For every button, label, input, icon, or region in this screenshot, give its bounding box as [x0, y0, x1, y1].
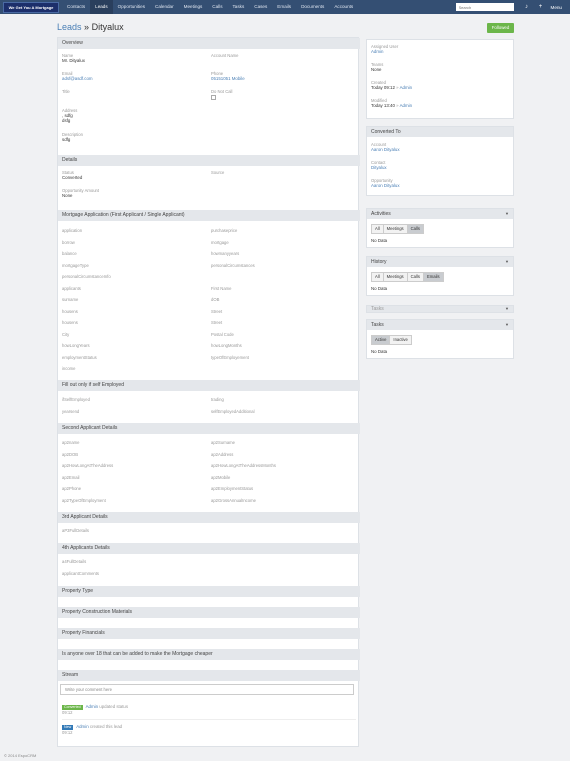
self-employed-right-label: selfEmployedAdditional [211, 408, 255, 414]
name-label: Name [62, 53, 74, 58]
status-label: Status [62, 170, 74, 175]
do-not-call-checkbox [211, 95, 216, 100]
converted-contact-field [371, 160, 387, 170]
caret-down-icon[interactable]: ▼ [505, 259, 509, 264]
stream-text-1: updated status [99, 704, 129, 709]
activities-calls-button[interactable]: Calls [407, 224, 424, 234]
status-field [62, 170, 82, 180]
title-label: Title [62, 89, 70, 94]
second-applicant-left-label: ap2TypeOfEmployment [62, 497, 106, 503]
activities-header[interactable] [367, 209, 513, 219]
second-applicant-left-field [62, 486, 81, 491]
opp-amount-value: None [62, 193, 73, 198]
address-field [62, 108, 77, 123]
tasks-inactive-button[interactable]: Inactive [389, 335, 411, 345]
mortgage-right-label: howLongMonths [211, 343, 242, 348]
page-title [57, 22, 124, 32]
mortgage-left-label: employmentStatus [62, 354, 97, 360]
mortgage-left-field [62, 228, 82, 233]
nav-tabs [62, 0, 358, 14]
second-applicant-left-field [62, 463, 113, 468]
mortgage-left-label: income [62, 366, 76, 371]
account-name-label: Account Name [211, 53, 239, 58]
plus-icon[interactable]: + [538, 4, 543, 10]
source-field [211, 170, 224, 175]
mortgage-left-field [62, 297, 78, 302]
bell-icon[interactable]: ♪ [525, 4, 528, 10]
third-applicant-header: 3rd Applicant Details [58, 512, 360, 523]
address-label: Address [62, 108, 78, 113]
phone-value[interactable]: 05151051 Mobile [211, 76, 245, 81]
tasks-empty: No Data [371, 349, 388, 354]
caret-down-icon[interactable]: ▼ [505, 322, 509, 327]
email-label: Email [62, 71, 73, 76]
nav-tab-tasks[interactable]: Tasks [232, 4, 245, 9]
history-all-button[interactable]: All [371, 272, 384, 282]
caret-down-icon[interactable]: ▼ [505, 211, 509, 216]
stream-divider [62, 719, 356, 720]
mortgage-left-field [62, 309, 78, 314]
mortgage-left-field [62, 320, 78, 325]
created-label: Created [371, 80, 386, 85]
second-applicant-right-field [211, 486, 253, 491]
assigned-user-label: Assigned User [371, 44, 399, 49]
second-applicant-right-label: ap2GrossAnnualIncome [211, 497, 256, 503]
tasks-title: Tasks [371, 322, 384, 328]
mortgage-left-label: borrow [62, 239, 75, 245]
name-field [62, 53, 85, 63]
second-applicant-right-label: ap2Address [211, 451, 234, 457]
breadcrumb-leads[interactable]: Leads [57, 22, 82, 32]
mortgage-right-field [211, 297, 219, 302]
title-field [62, 89, 70, 94]
second-applicant-left-field [62, 498, 106, 503]
converted-opportunity-value[interactable]: Aaron Dityalux [371, 183, 400, 188]
modified-separator: » [396, 103, 399, 108]
mortgage-right-field [211, 309, 222, 314]
second-applicant-left-field [62, 475, 79, 480]
history-emails-button[interactable]: Emails [423, 272, 444, 282]
fourth-applicant-field-1 [62, 559, 86, 564]
stream-time-2: 09:12 [62, 730, 73, 735]
self-employed-header: Fill out only if self Employed [58, 380, 360, 391]
mortgage-right-field [211, 228, 237, 233]
over-18-header: Is anyone over 18 that can be added to make the Mortgage cheaper [58, 649, 360, 660]
mortgage-left-field [62, 366, 76, 371]
second-applicant-right-label: ap2Surname [211, 440, 235, 445]
second-applicant-right-label: ap2Mobile [211, 474, 231, 480]
account-name-field [211, 53, 238, 58]
top-navbar [0, 0, 570, 14]
mortgage-left-label: application [62, 228, 83, 233]
mortgage-left-field [62, 263, 89, 268]
stream-user-2[interactable]: Admin [76, 724, 89, 729]
mortgage-right-field [211, 286, 231, 291]
name-value: Mr. Dityalux [62, 58, 85, 63]
history-empty: No Data [371, 286, 388, 291]
nav-tab-accounts[interactable]: Accounts [334, 4, 354, 9]
status-badge-new: New [64, 725, 72, 729]
second-applicant-left-label: ap2Email [62, 474, 80, 480]
mortgage-right-label: Postal Code [211, 331, 234, 337]
mortgage-right-label: mortgage [211, 239, 229, 245]
mortgage-right-label: personalCircumstances [211, 262, 255, 268]
converted-to-header: Converted To [367, 127, 513, 137]
stream-entry-1 [62, 704, 128, 715]
nav-tab-emails[interactable]: Emails [277, 4, 292, 9]
history-calls-button[interactable]: Calls [407, 272, 424, 282]
stream-text-2: created this lead [89, 724, 123, 729]
converted-opportunity-label: Opportunity [371, 178, 393, 183]
nav-tab-cases[interactable]: Cases [254, 4, 268, 9]
footer-copyright: © 2014 EspoCRM [4, 753, 37, 758]
side-info-panel [366, 39, 514, 119]
self-employed-left-label: yearsend [62, 408, 80, 414]
phone-label: Phone [211, 71, 224, 76]
tasks-collapsed-header[interactable] [367, 306, 513, 313]
mortgage-left-field [62, 343, 90, 348]
second-applicant-left-field [62, 452, 78, 457]
history-filter [371, 272, 443, 282]
nav-tab-calls[interactable]: Calls [212, 4, 223, 9]
second-applicant-left-field [62, 440, 79, 445]
mortgage-left-field [62, 274, 111, 279]
details-header: Details [58, 155, 360, 166]
nav-tab-documents[interactable]: Documents [301, 4, 325, 9]
second-applicant-right-field [211, 475, 230, 480]
mortgage-left-label: howLongYears [62, 343, 90, 348]
email-field [62, 71, 93, 81]
tasks-active-button[interactable]: Active [371, 335, 390, 345]
property-financials-header: Property Financials [58, 628, 360, 639]
mortgage-left-field [62, 251, 77, 256]
created-separator: » [396, 85, 399, 90]
tasks-filter [371, 335, 411, 345]
mortgage-left-label: mortgageType [62, 262, 89, 268]
stream-entry-2 [62, 724, 122, 735]
description-value: sdfg [62, 137, 71, 142]
activities-empty: No Data [371, 238, 388, 243]
activities-panel [366, 208, 514, 248]
tasks-header[interactable] [367, 320, 513, 330]
address-line2: dsfg [62, 118, 71, 123]
self-employed-left-field [62, 397, 90, 402]
nav-tab-calendar[interactable]: Calendar [155, 4, 174, 9]
nav-tab-opportunities[interactable]: Opportunities [117, 4, 145, 9]
history-meetings-button[interactable]: Meetings [383, 272, 408, 282]
mortgage-left-label: applicants [62, 285, 81, 291]
property-construction-header: Property Construction Materials [58, 607, 360, 618]
converted-account-value[interactable]: Aaron Dityalux [371, 147, 400, 152]
converted-contact-value[interactable]: Dityalux [371, 165, 387, 170]
fourth-applicant-field-2 [62, 571, 99, 576]
converted-account-label: Account [371, 142, 387, 147]
assigned-user-field [371, 44, 398, 54]
mortgage-right-label: First Name [211, 285, 232, 291]
mortgage-right-label: Street [211, 308, 223, 314]
mortgage-right-label: purchaseprice [211, 228, 238, 233]
second-applicant-left-label: ap2Phone [62, 486, 82, 491]
mortgage-left-label: balance [62, 251, 77, 256]
mortgage-right-field [211, 263, 255, 268]
overview-header: Overview [58, 38, 360, 49]
created-by[interactable]: Admin [399, 85, 413, 90]
tasks-panel [366, 319, 514, 359]
teams-value: None [371, 67, 382, 72]
mortgage-left-label: City [62, 331, 70, 337]
assigned-user-value[interactable]: Admin [371, 49, 384, 54]
modified-by[interactable]: Admin [399, 103, 413, 108]
nav-tab-contacts[interactable]: Contacts [67, 4, 86, 9]
mortgage-header: Mortgage Application (First Applicant / Single Applicant) [58, 210, 360, 221]
stream-comment-input[interactable]: Write your comment here [60, 684, 354, 695]
mortgage-left-field [62, 332, 69, 337]
mortgage-left-label: housens [62, 320, 78, 325]
self-employed-left-field [62, 409, 79, 414]
breadcrumb-separator: » [84, 22, 90, 32]
followed-button[interactable]: Followed [487, 23, 514, 33]
source-label: Source [211, 170, 225, 175]
activities-title: Activities [371, 211, 391, 217]
modified-field [371, 98, 412, 108]
mortgage-left-label: surname [62, 297, 79, 302]
mortgage-right-label: Street [211, 320, 223, 325]
history-panel [366, 256, 514, 296]
third-applicant-field [62, 528, 89, 533]
mortgage-left-label: housens [62, 308, 78, 314]
self-employed-left-label: ifSelfEmployed [62, 397, 90, 402]
email-value[interactable]: adsf@asdf.com [62, 76, 93, 81]
mortgage-left-label: personalCircumstanceInfo [62, 274, 111, 279]
fourth-applicant-header: 4th Applicants Details [58, 543, 360, 554]
teams-label: Teams [371, 62, 384, 67]
activities-filter [371, 224, 423, 234]
status-badge-converted: Converted [64, 705, 81, 709]
mortgage-left-field [62, 286, 81, 291]
second-applicant-left-label: ap2name [62, 440, 80, 445]
caret-down-icon[interactable]: ▼ [505, 306, 509, 311]
activities-all-button[interactable]: All [371, 224, 384, 234]
second-applicant-right-field [211, 440, 235, 445]
description-field [62, 132, 83, 142]
second-applicant-left-label: ap2HowLongAtTheAddress [62, 463, 114, 468]
mortgage-right-field [211, 251, 239, 256]
phone-field [211, 71, 245, 81]
created-value: Today 09:12 [371, 85, 395, 90]
activities-meetings-button[interactable]: Meetings [383, 224, 408, 234]
do-not-call-field [211, 89, 232, 100]
main-panel [57, 37, 359, 747]
do-not-call-label: Do Not Call [211, 89, 233, 94]
nav-tab-meetings[interactable]: Meetings [183, 4, 203, 9]
fourth-applicant-label-1: a4FullDetails [62, 559, 87, 564]
stream-time-1: 09:12 [62, 710, 73, 715]
opp-amount-label: Opportunity Amount [62, 188, 100, 193]
second-applicant-right-field [211, 463, 276, 468]
third-applicant-label: aP3FullDetails [62, 528, 89, 533]
nav-tab-leads[interactable]: Leads [90, 0, 113, 14]
history-title: History [371, 259, 387, 265]
created-field [371, 80, 412, 90]
address-line1: , sdfg [62, 113, 73, 118]
mortgage-right-field [211, 240, 229, 245]
property-type-header: Property Type [58, 586, 360, 597]
converted-account-field [371, 142, 400, 152]
converted-to-panel [366, 126, 514, 196]
second-applicant-header: Second Applicant Details [58, 423, 360, 434]
tasks-collapsed-title: Tasks [371, 306, 384, 312]
second-applicant-right-label: ap2EmploymentStatus [211, 486, 254, 491]
mortgage-right-label: howmanyyears [211, 251, 240, 256]
converted-opportunity-field [371, 178, 400, 188]
mortgage-right-field [211, 343, 242, 348]
mortgage-right-label: typeOfEmployement [211, 354, 249, 360]
mortgage-left-field [62, 355, 97, 360]
logo[interactable]: We Get You A Mortgage [3, 2, 59, 13]
modified-label: Modified [371, 98, 387, 103]
second-applicant-right-label: ap2HowLongAtTheAddressMonths [211, 463, 276, 468]
fourth-applicant-label-2: applicantComments [62, 571, 100, 576]
description-label: Description [62, 132, 83, 137]
mortgage-right-label: dOB [211, 297, 220, 302]
converted-contact-label: Contact [371, 160, 386, 165]
stream-header: Stream [58, 670, 360, 681]
history-header[interactable] [367, 257, 513, 267]
search-input[interactable] [456, 3, 514, 11]
tasks-collapsed-panel [366, 305, 514, 313]
second-applicant-right-field [211, 498, 256, 503]
self-employed-right-field [211, 409, 255, 414]
menu-button[interactable]: Menu [550, 4, 562, 10]
status-value: Converted [62, 175, 83, 180]
stream-user-1[interactable]: Admin [85, 704, 99, 709]
mortgage-right-field [211, 320, 222, 325]
self-employed-right-label: trading [211, 397, 224, 402]
nav-right [456, 0, 570, 14]
mortgage-right-field [211, 355, 249, 360]
second-applicant-left-label: ap2DOB [62, 451, 79, 457]
self-employed-right-field [211, 397, 224, 402]
modified-value: Today 13:40 [371, 103, 395, 108]
second-applicant-right-field [211, 452, 233, 457]
record-name: Dityalux [91, 22, 124, 32]
opp-amount-field [62, 188, 99, 198]
mortgage-left-field [62, 240, 75, 245]
mortgage-right-field [211, 332, 234, 337]
teams-field [371, 62, 383, 72]
